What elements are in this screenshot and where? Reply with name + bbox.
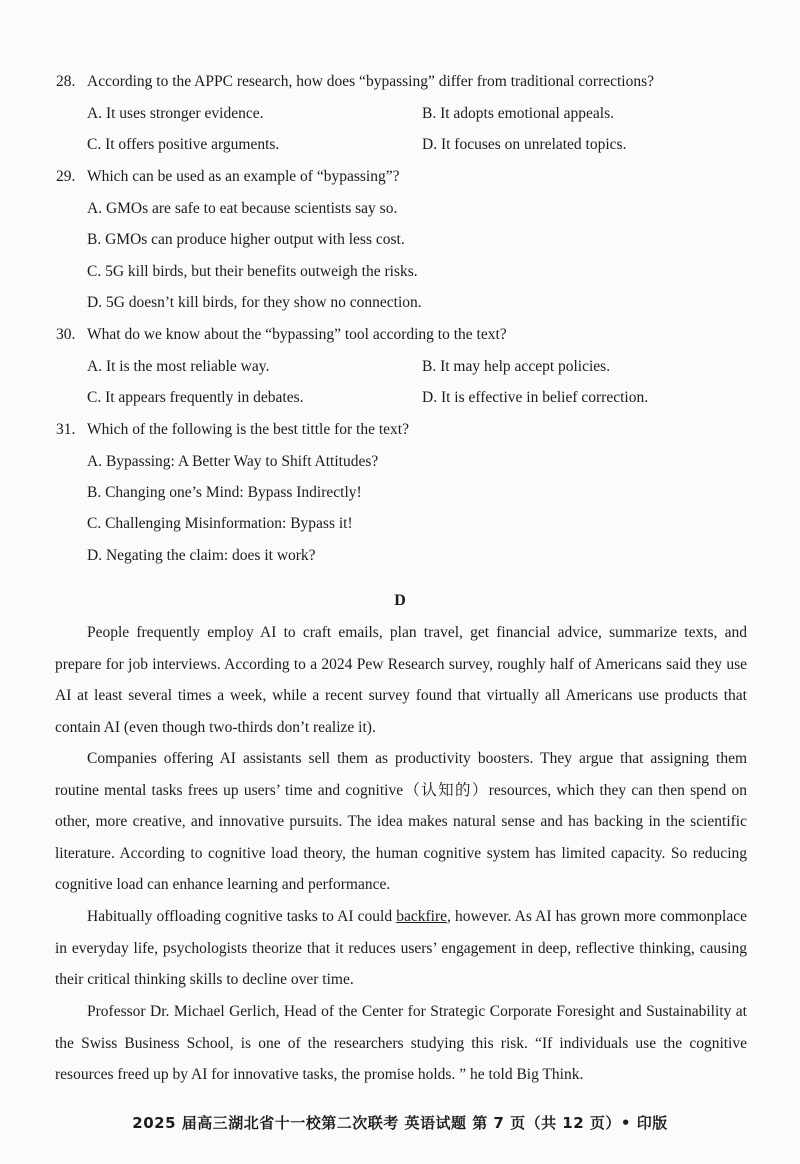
page-footer: 2025 届高三湖北省十一校第二次联考 英语试题 第 7 页（共 12 页）• 印版: [132, 1114, 668, 1132]
question-29-option-d: D. 5G doesn’t kill birds, for they show no connection.: [87, 294, 422, 311]
question-30-option-a: A. It is the most reliable way.: [87, 358, 270, 375]
question-30-option-d: D. It is effective in belief correction.: [422, 389, 649, 406]
question-30-option-b: B. It may help accept policies.: [422, 358, 611, 375]
passage-paragraph-2: Companies offering AI assistants sell them as productivity boosters. They argue that assigning them routine mental tasks frees up users’ time and cognitive（认知的）resources, which they can then spend on other, more creative, and innovative pursuits. The idea makes natural sense and has backing in the scientific literature. According to cognitive load theory, the human cognitive system has limited capacity. So reducing cognitive load can enhance learning and performance.: [55, 750, 747, 893]
question-28-option-b: B. It adopts emotional appeals.: [422, 105, 614, 122]
question-29-option-b: B. GMOs can produce higher output with less cost.: [87, 231, 405, 248]
question-31-option-b: B. Changing one’s Mind: Bypass Indirectly!: [87, 484, 362, 501]
question-29-stem: [56, 168, 399, 186]
question-31-option-a: A. Bypassing: A Better Way to Shift Attitudes?: [87, 453, 379, 470]
question-28-option-d: D. It focuses on unrelated topics.: [422, 136, 627, 153]
question-30-stem: [56, 326, 507, 344]
passage-paragraph-4: Professor Dr. Michael Gerlich, Head of the Center for Strategic Corporate Foresight and Sustainability at the Swiss Business School, is one of the researchers studying this risk. “If individuals use the cognitive resources freed up by AI for innovative tasks, the promise holds. ” he told Big Think.: [55, 1003, 747, 1083]
question-29-option-c: C. 5G kill birds, but their benefits outweigh the risks.: [87, 263, 418, 280]
question-31-option-d: D. Negating the claim: does it work?: [87, 547, 316, 564]
passage-paragraph-3: [55, 901, 747, 996]
underlined-word: backfire: [396, 908, 447, 925]
question-number: 31.: [56, 421, 76, 438]
question-text: According to the APPC research, how does “bypassing” differ from traditional corrections?: [87, 73, 655, 90]
question-31-option-c: C. Challenging Misinformation: Bypass it!: [87, 515, 353, 532]
question-text: Which can be used as an example of “bypassing”?: [87, 168, 400, 185]
passage-paragraph-1: People frequently employ AI to craft emails, plan travel, get financial advice, summarize texts, and prepare for job interviews. According to a 2024 Pew Research survey, roughly half of Americans said they use AI at least several times a week, while a recent survey found that virtually all Americans use products that contain AI (even though two-thirds don’t realize it).: [55, 624, 747, 736]
section-title: D: [394, 592, 406, 609]
question-28-option-a: A. It uses stronger evidence.: [87, 105, 264, 122]
paragraph-3-text-before: Habitually offloading cognitive tasks to AI could: [87, 908, 397, 925]
question-number: 28.: [56, 73, 76, 90]
paragraph-3-text-after: , however. As AI has grown more commonplace in everyday life, psychologists theorize that it reduces users’ engagement in deep, reflective thinking, causing their critical thinking skills to decline over time.: [55, 908, 748, 988]
question-30-option-c: C. It appears frequently in debates.: [87, 389, 304, 406]
question-number: 30.: [56, 326, 76, 343]
question-text: What do we know about the “bypassing” tool according to the text?: [87, 326, 507, 343]
question-29-option-a: A. GMOs are safe to eat because scientists say so.: [87, 200, 398, 217]
question-28-option-c: C. It offers positive arguments.: [87, 136, 280, 153]
question-28-stem: [56, 73, 654, 91]
question-31-stem: [56, 421, 409, 439]
question-text: Which of the following is the best tittle for the text?: [87, 421, 409, 438]
question-number: 29.: [56, 168, 76, 185]
